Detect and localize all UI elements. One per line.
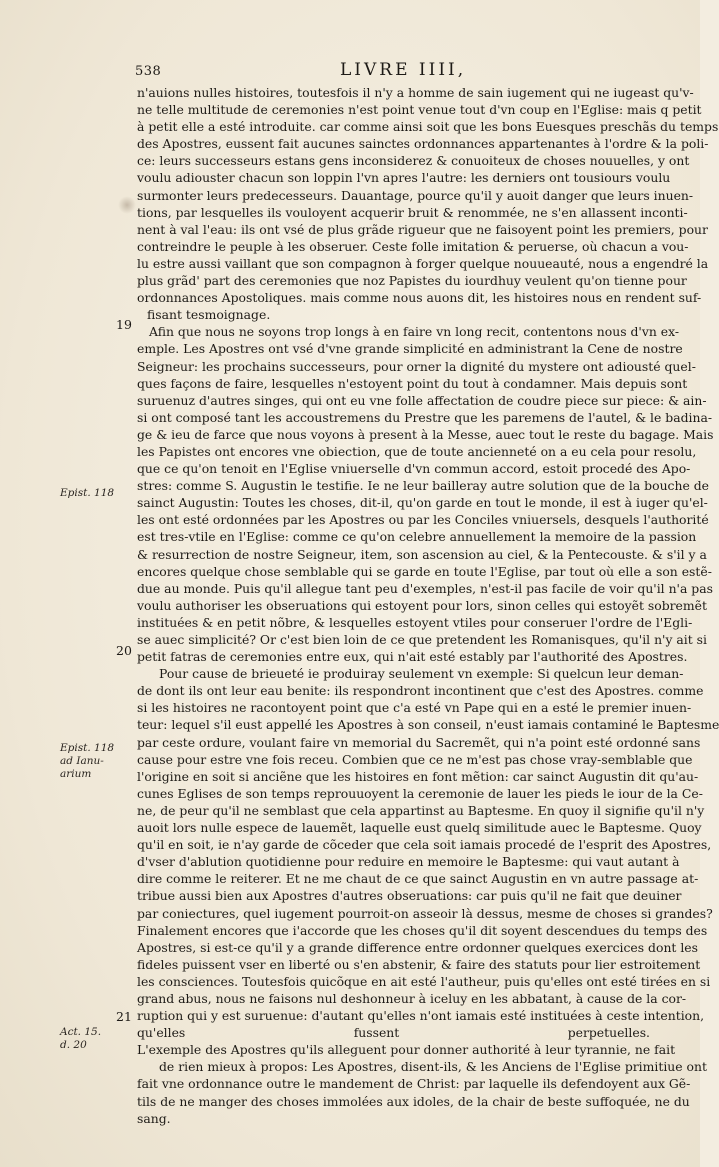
text-line: sainct Augustin: Toutes les choses, dit-il, qu'on garde en tout le monde, il est à iuger qu'el- (137, 495, 708, 511)
page-header (135, 60, 655, 82)
page-number: 538 (135, 64, 162, 79)
margin-note-line: d. 20 (60, 1039, 87, 1051)
margin-note-line: ad Ianu- (60, 755, 104, 767)
text-line: plus grãd' part des ceremonies que noz Papistes du iourdhuy veulent qu'on tienne pour (137, 273, 687, 289)
text-line: de rien mieux à propos: Les Apostres, disent-ils, & les Anciens de l'Eglise primitiue ont (159, 1059, 707, 1075)
text-line: voulu adiouster chacun son loppin l'vn apres l'autre: les derniers ont tousiours voulu (137, 170, 671, 186)
text-line: sang. (137, 1110, 171, 1126)
text-line: lu estre aussi vaillant que son compagnon à forger quelque nouueauté, nous a engendré la (137, 255, 709, 271)
text-line: voulu authoriser les obseruations qui estoyent pour lors, sinon celles qui estoyẽt sobremẽt (137, 597, 707, 613)
text-line: qu'elles fussent perpetuelles. (137, 1025, 650, 1041)
text-line: Pour cause de brieueté ie produiray seulement vn exemple: Si quelcun leur deman- (159, 666, 684, 682)
text-line: fideles puissent vser en liberté ou s'en abstenir, & faire des statuts pour lier estroitement (137, 956, 701, 972)
text-line: cause pour estre vne fois receu. Combien que ce ne m'est pas chose vray-semblable que (137, 751, 693, 767)
text-line: stres: comme S. Augustin le testifie. Ie ne leur bailleray autre solution que de la bouche de (137, 478, 710, 494)
text-line: par ceste ordure, voulant faire vn memorial du Sacremẽt, qui n'a point esté ordonné sans (137, 734, 701, 750)
text-line: qu'il en soit, ie n'ay garde de cõceder que cela soit iamais procedé de l'esprit des Apostres, (137, 837, 712, 853)
text-line: encores quelque chose semblable qui se garde en toute l'Eglise, par tout où elle a son estẽ- (137, 563, 712, 579)
text-line: se auec simplicité? Or c'est bien loin de ce que pretendent les Romanisques, qu'il n'y ait si (137, 632, 707, 647)
text-line: l'origine en soit si anciẽne que les histoires en font mẽtion: car sainct Augustin dit qu'au- (137, 768, 699, 784)
margin-note-epist-118-ad-januarium (60, 742, 114, 781)
text-line: n'auions nulles histoires, toutesfois il n'y a homme de sain iugement qui ne iugeast qu'v- (137, 85, 694, 100)
text-line: tils de ne manger des choses immolées aux idoles, de la chair de beste suffoquée, ne du (137, 1093, 690, 1109)
text-line: teur: lequel s'il eust appellé les Apostres à son conseil, n'eust iamais contaminé le Baptesme (137, 717, 719, 733)
margin-note-line: Epist. 118 (60, 487, 115, 499)
text-line: est tres-vtile en l'Eglise: comme ce qu'on celebre annuellement la memoire de la passion (137, 529, 697, 545)
text-line: par coniectures, quel iugement pourroit-on asseoir là dessus, mesme de choses si grandes? (137, 905, 713, 921)
text-line: que ce qu'on tenoit en l'Eglise vniuerselle d'vn commun accord, estoit procedé des Apo- (137, 461, 691, 477)
text-line: des Apostres, eussent fait aucunes sainctes ordonnances appartenantes à l'ordre & la poli- (137, 136, 709, 152)
text-line: cunes Eglises de son temps reprouuoyent la ceremonie de lauer les pieds le iour de la Ce- (137, 785, 703, 801)
text-line: Afin que nous ne soyons trop longs à en faire vn long recit, contentons nous d'vn ex- (149, 324, 680, 340)
text-line: due au monde. Puis qu'il allegue tant peu d'exemples, n'est-il pas facile de voir qu'il n'a pas (137, 580, 713, 596)
text-line: ques façons de faire, lesquelles n'estoyent point du tout à condamner. Mais depuis sont (137, 375, 688, 391)
text-line: Apostres, si est-ce qu'il y a grande difference entre ordonner quelques exercices dont les (137, 939, 699, 955)
paragraph-number-19: 19 (116, 317, 132, 332)
margin-note-acts-15 (60, 1026, 101, 1052)
text-line: contreindre le peuple à les obseruer. Ceste folle imitation & peruerse, où chacun a vou- (137, 238, 689, 254)
paragraph-number-21: 21 (116, 1009, 132, 1024)
text-line: les consciences. Toutesfois quicõque en ait esté l'autheur, puis qu'elles ont esté tirées en si (137, 973, 711, 989)
ink-smudge (118, 196, 136, 214)
margin-note-line: arium (60, 768, 92, 780)
text-line: ordonnances Apostoliques. mais comme nous auons dit, les histoires nous en rendent suf- (137, 290, 702, 306)
text-line: surmonter leurs predecesseurs. Dauantage, pource qu'il y auoit danger que leurs inuen- (137, 187, 694, 203)
text-line: les Papistes ont encores vne obiection, que de toute ancienneté on a eu cela pour resolu, (137, 443, 697, 459)
text-line: Finalement encores que i'accorde que les choses qu'il dit soyent descendues du temps des (137, 922, 708, 938)
text-line: & resurrection de nostre Seigneur, item, son ascension au ciel, & la Pentecouste. & s'il y a (137, 546, 707, 562)
text-line: Seigneur: les prochains successeurs, pour orner la dignité du mystere ont adiousté quel- (137, 358, 696, 374)
text-line: d'vser d'ablution quotidienne pour reduire en memoire le Baptesme: qui vaut autant à (137, 854, 680, 870)
margin-note-line: Epist. 118 (60, 742, 115, 754)
paragraph-number-20: 20 (116, 643, 132, 658)
text-line: ce: leurs successeurs estans gens inconsiderez & conuoiteux de choses nouuelles, y ont (137, 153, 690, 169)
text-line: L'exemple des Apostres qu'ils alleguent pour donner authorité à leur tyrannie, ne fait (137, 1042, 676, 1058)
text-line: ne telle multitude de ceremonies n'est point venue tout d'vn coup en l'Eglise: mais q petit (137, 102, 702, 118)
text-line: grand abus, nous ne faisons nul deshonneur à iceluy en les abbatant, à cause de la cor- (137, 990, 687, 1006)
text-line: ge & ieu de farce que nous voyons à present à la Messe, auec tout le reste du bagage. Mais (137, 426, 714, 442)
text-line (137, 1127, 650, 1144)
text-line: les ont esté ordonnées par les Apostres ou par les Conciles vniuersels, desquels l'authorité (137, 512, 709, 528)
margin-note-epist-118 (60, 487, 114, 500)
running-head: LIVRE IIII, (340, 60, 467, 80)
text-line: de dont ils ont leur eau benite: ils respondront incontinent que c'est des Apostres. comme (137, 683, 704, 699)
text-line: tribue aussi bien aux Apostres d'autres obseruations: car puis qu'il ne fait que deuiner (137, 888, 682, 904)
text-line: emple. Les Apostres ont vsé d'vne grande simplicité en administrant la Cene de nostre (137, 341, 683, 357)
text-line: auoit lors nulle espece de lauemẽt, laquelle eust quelq similitude auec le Baptesme. Quoy (137, 820, 702, 836)
text-line: ruption qui y est suruenue: d'autant qu'elles n'ont iamais esté instituées à ceste intention, (137, 1008, 705, 1024)
text-line: si les histoires ne racontoyent point que c'a esté vn Pape qui en a esté le premier inuen- (137, 700, 692, 716)
text-line: nent à val l'eau: ils ont vsé de plus grãde rigueur que ne faisoyent point les premiers, pour (137, 221, 708, 237)
margin-note-line: Act. 15. (60, 1026, 102, 1038)
text-line: ne, de peur qu'il ne semblast que cela appartinst au Baptesme. En quoy il signifie qu'il n'y (137, 802, 705, 818)
text-line: dire comme le reiterer. Et ne me chaut de ce que sainct Augustin en vn autre passage at- (137, 871, 699, 887)
text-line: instituées & en petit nõbre, & lesquelles estoyent vtiles pour conseruer l'ordre de l'Egli- (137, 614, 693, 630)
text-line: fait vne ordonnance outre le mandement de Christ: par laquelle ils defendoyent aux Gẽ- (137, 1076, 691, 1092)
text-line: tions, par lesquelles ils vouloyent acquerir bruit & renommée, ne s'en allassent inconti- (137, 204, 688, 220)
text-line: fisant tesmoignage. (147, 307, 271, 323)
text-line: à petit elle a esté introduite. car comme ainsi soit que les bons Euesques preschãs du temps (137, 119, 719, 135)
text-line: petit fatras de ceremonies entre eux, qui n'ait esté estably par l'authorité des Apostres. (137, 649, 688, 665)
text-line: suruenuz d'autres singes, qui ont eu vne folle affectation de coudre piece sur piece: & ain- (137, 392, 707, 408)
body-text (137, 84, 719, 1144)
text-line: si ont composé tant les accoustremens du Prestre que les paremens de l'autel, & le badina- (137, 409, 713, 425)
